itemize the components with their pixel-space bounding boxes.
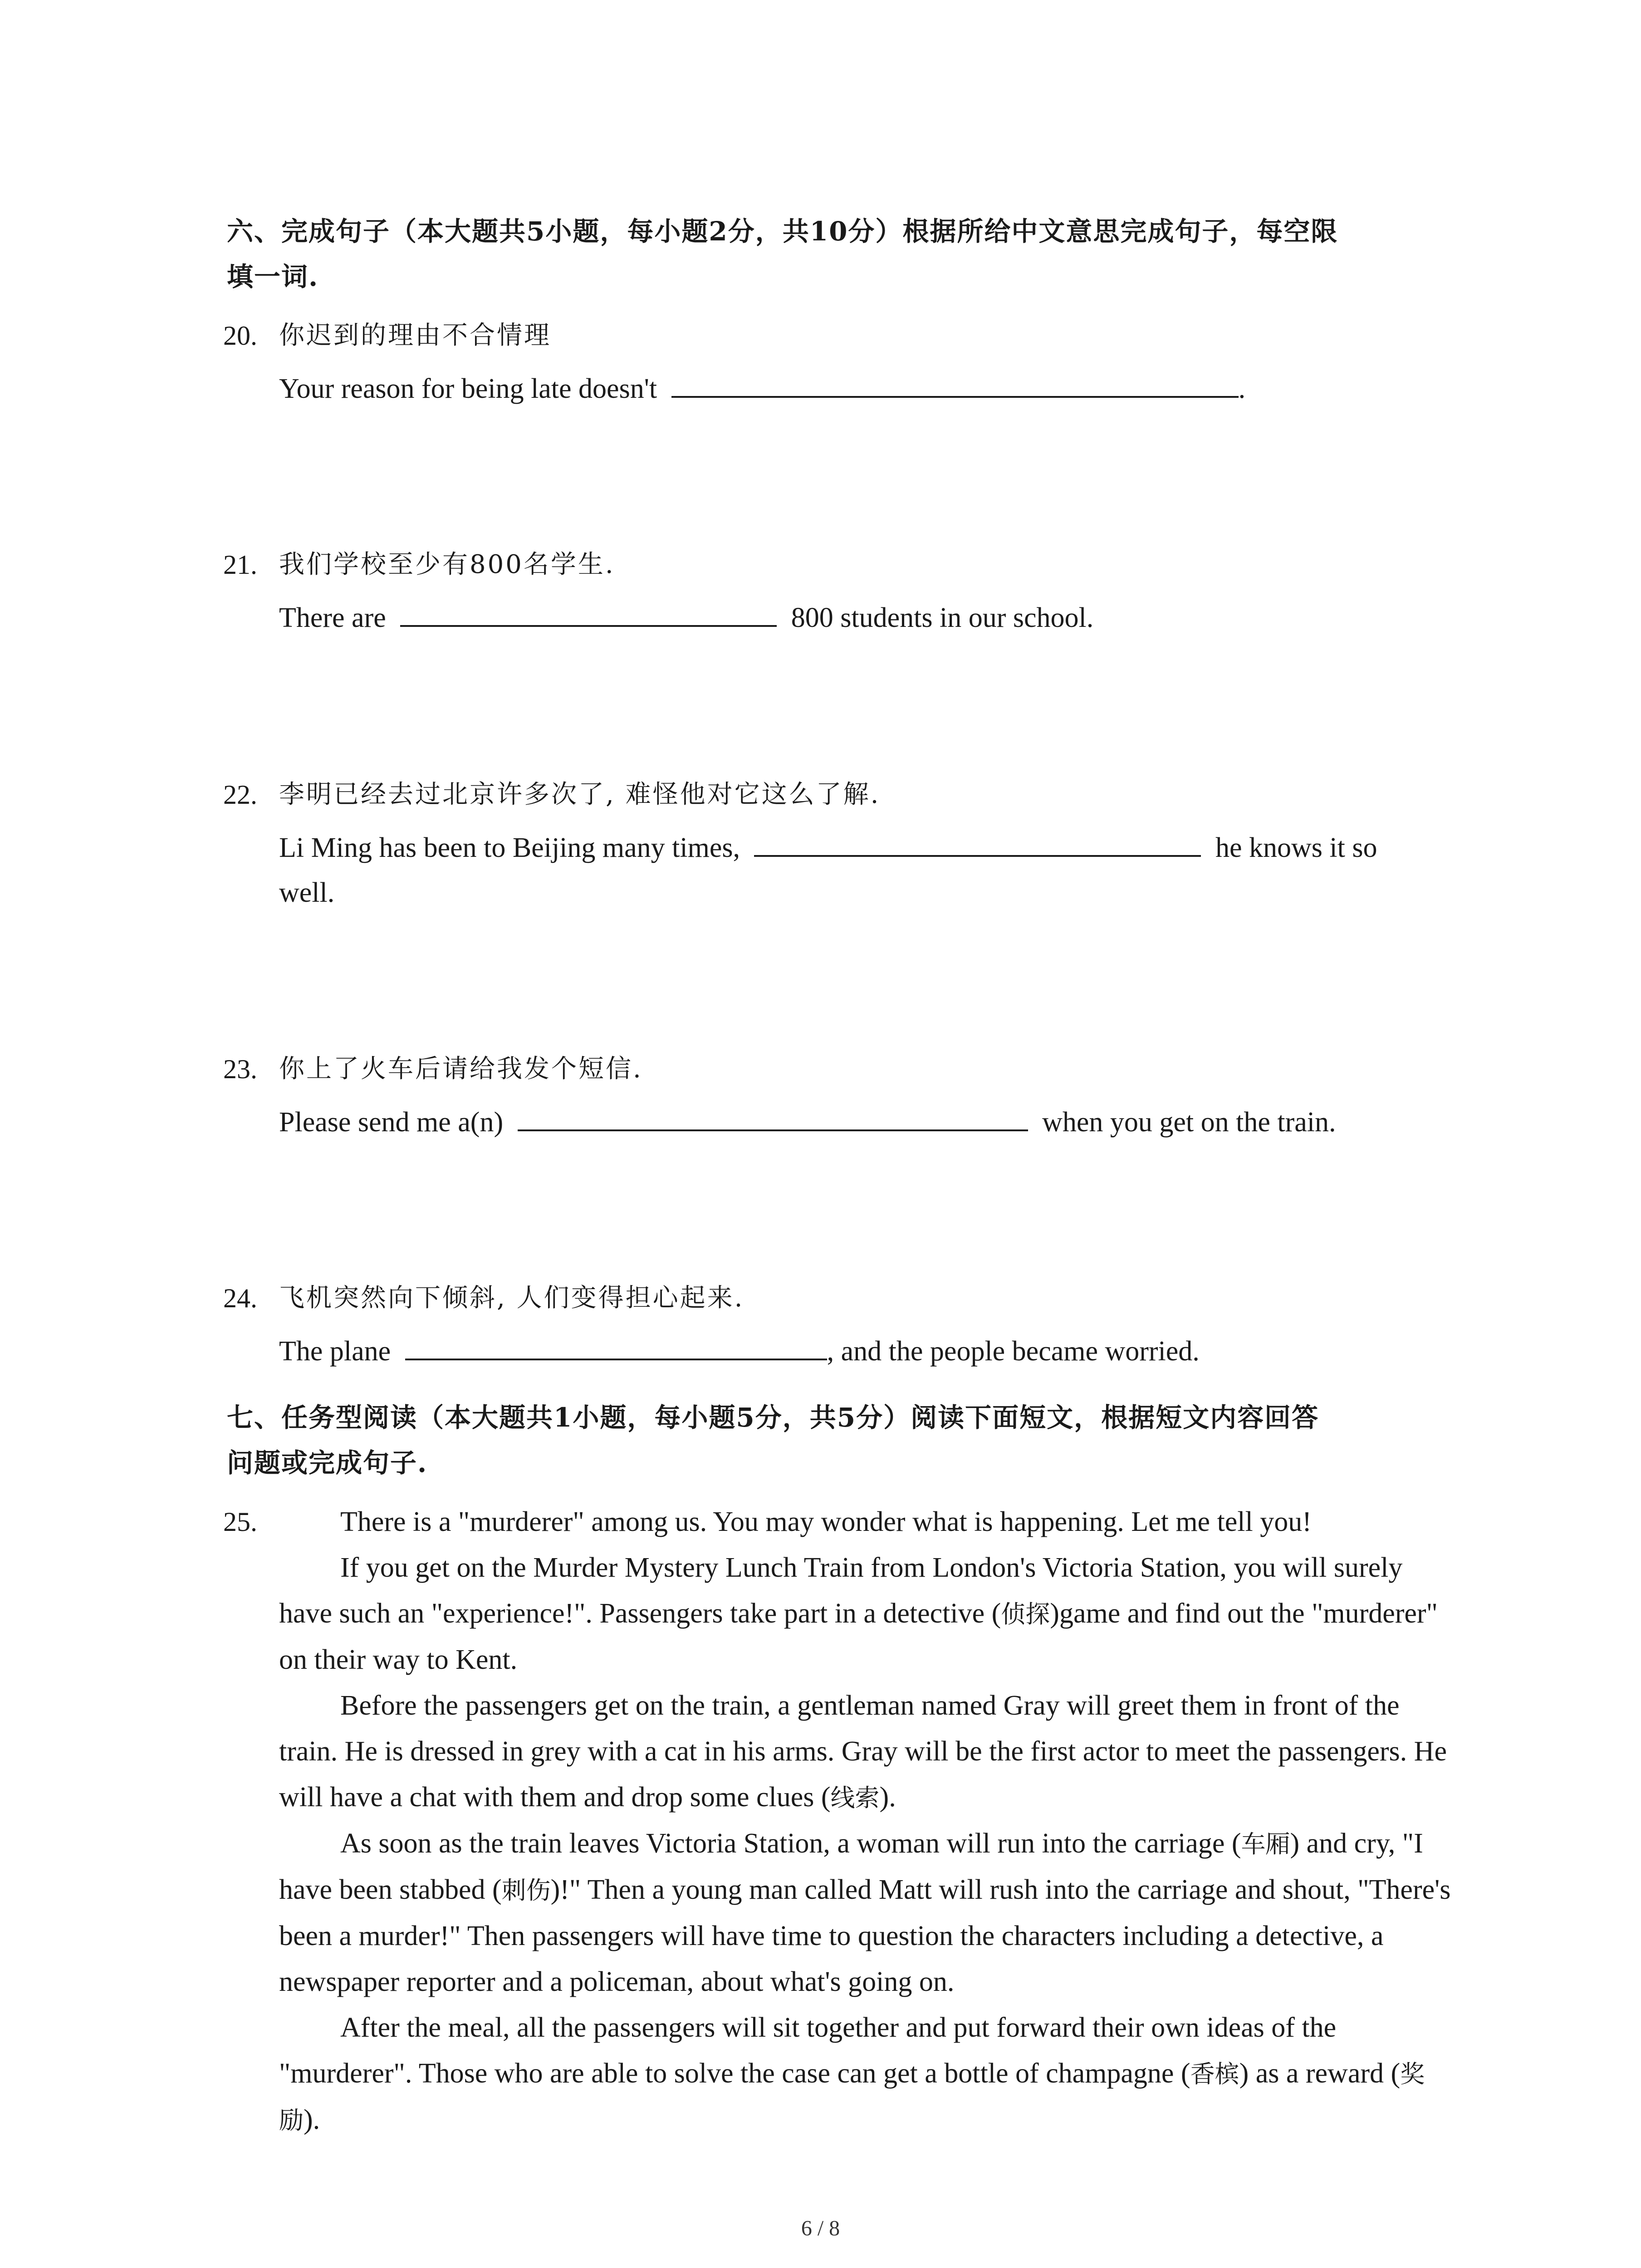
question-english-sentence	[279, 1332, 1200, 1369]
answer-blank[interactable]	[405, 1332, 827, 1360]
question-chinese-prompt: 你迟到的理由不合情理	[279, 321, 551, 350]
sentence-before-blank: Li Ming has been to Beijing many times,	[279, 832, 740, 863]
question-english-sentence	[279, 599, 1093, 636]
passage-text: )!" Then a young man called Matt will rush into the carriage and shout, "There's been a murder!" Then passengers will have time to question the characters including a detective, a newspaper reporter and a policeman, about what's going on.	[279, 1874, 1451, 1997]
passage-text: ).	[879, 1782, 896, 1813]
section-6-title-line1: 六、完成句子（本大题共5小题，每小题2分，共10分）根据所给中文意思完成句子，每空限	[227, 216, 1338, 247]
sentence-after-blank: he knows it so	[1215, 832, 1377, 863]
sentence-after-blank: when you get on the train.	[1042, 1107, 1336, 1138]
question-chinese-prompt: 飞机突然向下倾斜, 人们变得担心起来.	[279, 1283, 745, 1313]
question-english-sentence-line2: well.	[279, 877, 335, 908]
passage-paragraph	[279, 1821, 1459, 2005]
passage-text: ) as a reward (	[1239, 2058, 1401, 2089]
question-number: 25.	[223, 1507, 257, 1537]
passage-paragraph	[279, 2005, 1459, 2143]
sentence-before-blank: Your reason for being late doesn't	[279, 373, 657, 404]
chinese-gloss: 线索	[830, 1784, 880, 1812]
question-number: 22.	[223, 780, 257, 810]
question-chinese-prompt: 我们学校至少有800名学生.	[279, 550, 615, 579]
chinese-gloss: 香槟	[1190, 2060, 1239, 2088]
question-chinese-prompt: 你上了火车后请给我发个短信.	[279, 1054, 643, 1084]
sentence-after-blank: 800 students in our school.	[791, 602, 1094, 633]
passage-text: ).	[304, 2104, 320, 2135]
section-6-title	[227, 209, 1452, 299]
passage-paragraph	[279, 1683, 1459, 1821]
question-chinese-prompt: 李明已经去过北京许多次了, 难怪他对它这么了解.	[279, 780, 881, 809]
chinese-gloss: 车厢	[1241, 1830, 1290, 1858]
answer-blank[interactable]	[400, 599, 777, 627]
chinese-gloss: 侦探	[1001, 1600, 1050, 1628]
sentence-after-blank: , and the people became worried.	[827, 1336, 1200, 1367]
chinese-gloss: 奖励	[279, 2060, 1425, 2135]
question-number: 20.	[223, 321, 257, 351]
passage-paragraph	[279, 1499, 1459, 1545]
reading-passage	[279, 1499, 1459, 2143]
chinese-gloss: 刺伤	[501, 1876, 551, 1905]
page-number: 6 / 8	[801, 2216, 840, 2240]
answer-blank[interactable]	[754, 829, 1201, 857]
sentence-before-blank: There are	[279, 602, 386, 633]
section-7-title-line2: 问题或完成句子.	[227, 1447, 428, 1478]
passage-paragraph	[279, 1545, 1459, 1683]
passage-text: There is a "murderer" among us. You may wonder what is happening. Let me tell you!	[340, 1506, 1312, 1537]
passage-text: ) and cry, "I have been stabbed (	[279, 1828, 1423, 1905]
answer-blank[interactable]	[671, 370, 1239, 398]
sentence-after-blank: .	[1238, 373, 1246, 404]
sentence-before-blank: The plane	[279, 1336, 391, 1367]
passage-text: If you get on the Murder Mystery Lunch Train from London's Victoria Station, you will surely have such an "experience!". Passengers take part in a detective (	[279, 1552, 1403, 1629]
passage-text: After the meal, all the passengers will sit together and put forward their own ideas of the "murderer". Those who are able to solve the case can get a bottle of champagne (	[279, 2012, 1337, 2089]
question-english-sentence	[279, 1103, 1336, 1140]
passage-text: As soon as the train leaves Victoria Station, a woman will run into the carriage (	[340, 1828, 1241, 1859]
question-number: 23.	[223, 1054, 257, 1084]
section-7-title-line1: 七、任务型阅读（本大题共1小题，每小题5分，共5分）阅读下面短文，根据短文内容回答	[227, 1402, 1319, 1433]
sentence-before-blank: Please send me a(n)	[279, 1107, 504, 1138]
passage-text: Before the passengers get on the train, a gentleman named Gray will greet them in front of the train. He is dressed in grey with a cat in his arms. Gray will be the first actor to meet the passengers. He will have a chat with them and drop some clues (	[279, 1690, 1447, 1813]
question-english-sentence	[279, 829, 1377, 866]
question-number: 24.	[223, 1283, 257, 1313]
answer-blank[interactable]	[518, 1103, 1028, 1131]
section-7-title	[227, 1395, 1452, 1486]
question-number: 21.	[223, 550, 257, 580]
passage-text: )game and find out the "murderer" on their way to Kent.	[279, 1598, 1438, 1675]
question-english-sentence	[279, 370, 1245, 407]
section-6-title-line2: 填一词.	[227, 261, 319, 292]
